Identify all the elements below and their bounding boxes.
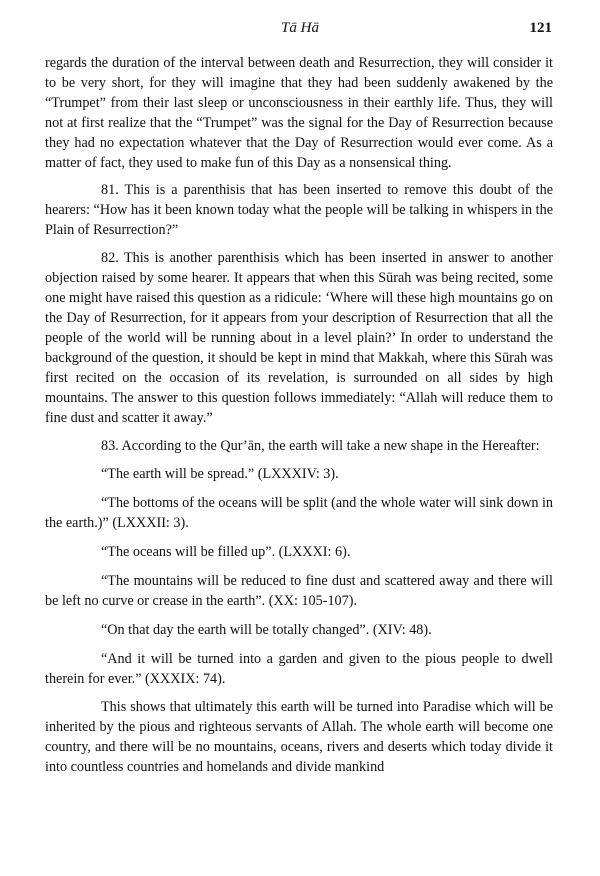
quote-lxxxii-3: “The bottoms of the oceans will be split (and the whole water will sink down in the earth.)” (LXXXII: 3). [45,495,553,531]
quote-xxxix-74: “And it will be turned into a garden and given to the pious people to dwell therein for ever.” (XXXIX: 74). [45,651,553,687]
note-83: 83. According to the Qur’ān, the earth will take a new shape in the Hereafter: [101,438,540,454]
running-title: Tā Hā [281,20,319,36]
quote-lxxxiv-3: “The earth will be spread.” (LXXXIV: 3). [101,466,339,482]
paragraph-continuation: regards the duration of the interval between death and Resurrection, they will consider it to be very short, for they will imagine that they had been suddenly awakened by the “Trumpet” from their last sleep or unconsciousness in their earthly life. Thus, they will not at first realize that the “Trumpet” was the signal for the Day of Resurrection because they had no expectation whatever that the Day of Resurrection would ever come. As a matter of fact, they used to make fun of this Day as a nonsensical thing. [45,55,553,171]
quote-xiv-48: “On that day the earth will be totally changed”. (XIV: 48). [101,622,432,638]
quote-xx-105-107: “The mountains will be reduced to fine dust and scattered away and there will be left no curve or crease in the earth”. (XX: 105-107). [45,573,553,609]
page-header [0,20,600,42]
page-number: 121 [529,20,552,36]
note-82: 82. This is another parenthisis which has been inserted in answer to another objection raised by some hearer. It appears that when this Sūrah was being recited, some one might have raised this question as a ridicule: ‘Where will these high mountains go on the Day of Resurrection, for it appears from your description of Resurrection that all the people of the world will be running about in a level plain?’ In order to understand the background of the question, it should be kept in mind that Makkah, where this Sūrah was first recited on the occasion of its revelation, is surrounded on all sides by high mountains. The answer to this question follows immediately: “Allah will reduce them to fine dust and scatter it away.” [45,250,553,426]
note-81: 81. This is a parenthisis that has been inserted to remove this doubt of the hearers: “How has it been known today what the people will be talking in whispers in the Plain of Resurrection?” [45,182,553,238]
paragraph-paradise: This shows that ultimately this earth will be turned into Paradise which will be inherited by the pious and righteous servants of Allah. The whole earth will become one country, and there will be no mountains, oceans, rivers and deserts which today divide it into countless countries and homelands and divide mankind [45,699,553,775]
body-text [45,53,553,786]
quote-lxxxi-6: “The oceans will be filled up”. (LXXXI: 6). [101,544,351,560]
